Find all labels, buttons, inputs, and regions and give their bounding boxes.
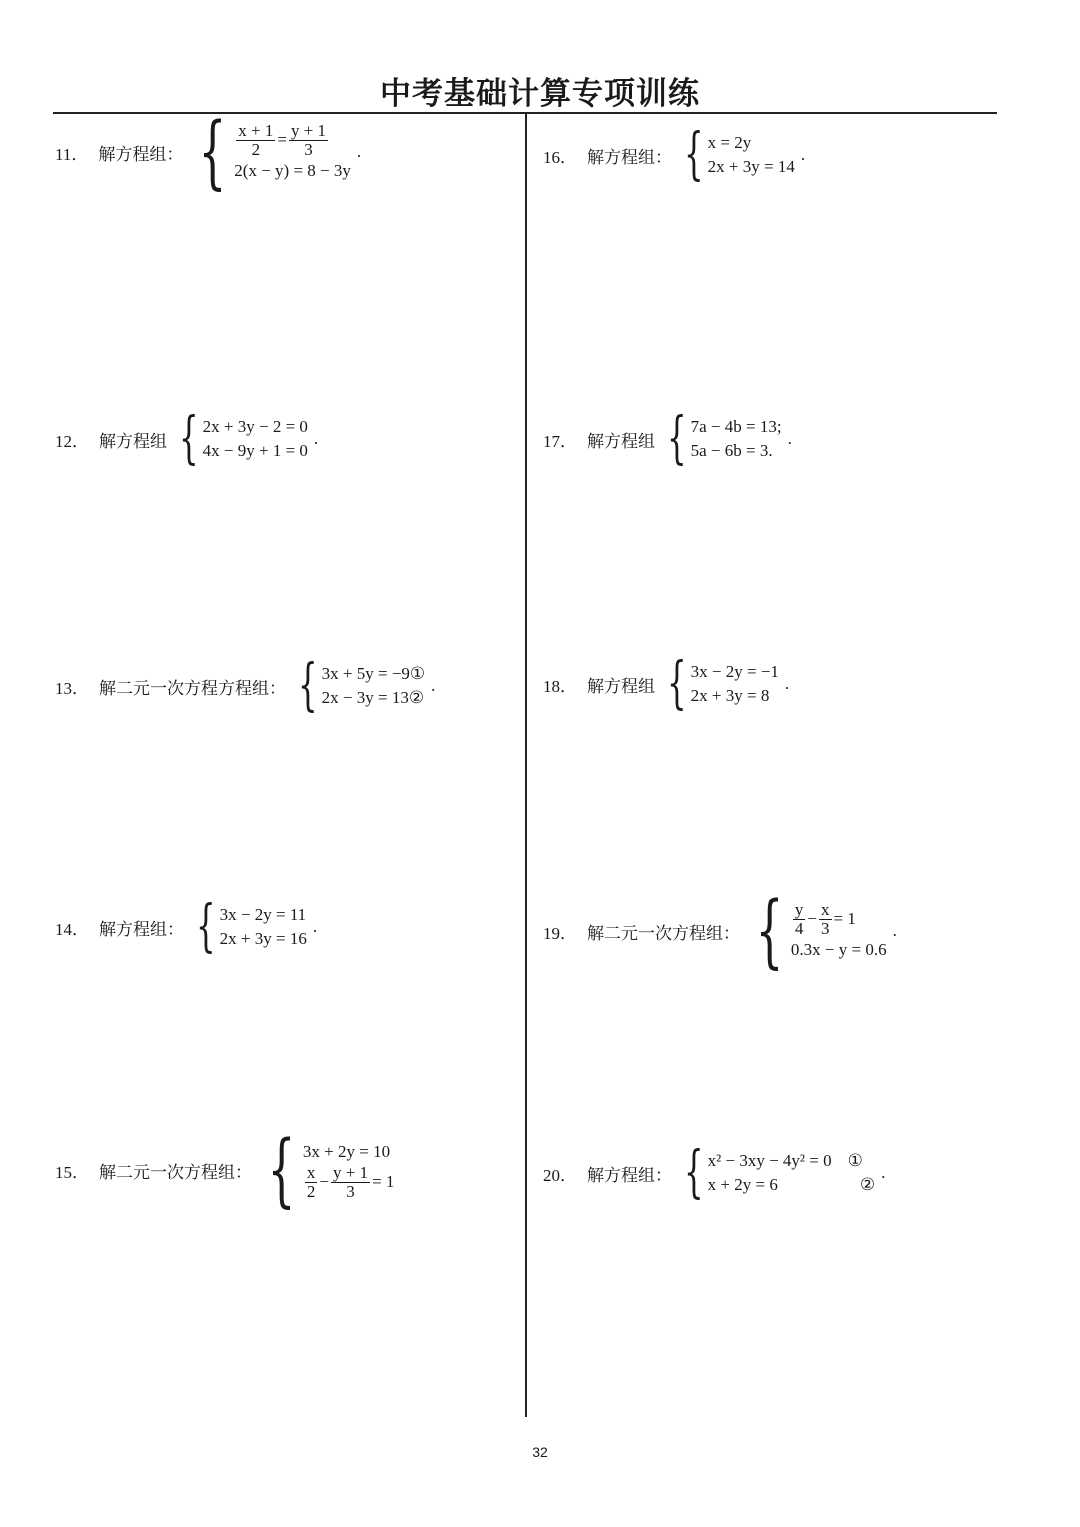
problem-label: 解二元一次方程组： <box>99 1162 252 1183</box>
brace-icon: { <box>667 651 687 716</box>
equation-2: 4x − 9y + 1 = 0 <box>202 441 308 460</box>
equation-1: x² − 3xy − 4y² = 0 ① <box>708 1149 875 1173</box>
problem-number: 14． <box>55 919 89 939</box>
page-number: 32 <box>532 1444 548 1460</box>
equation-system <box>290 653 426 718</box>
period: . <box>787 429 792 448</box>
equation-2: 5a − 6b = 3. <box>690 441 773 460</box>
equation-1: 2x + 3y − 2 = 0 <box>202 417 308 436</box>
problem-label: 解方程组： <box>99 919 184 940</box>
equation-2: 2(x − y) = 8 − 3y <box>234 160 351 180</box>
brace-icon: { <box>755 884 784 977</box>
page-title: 中考基础计算专项训练 <box>380 76 700 112</box>
problem-number: 17． <box>543 431 577 451</box>
equation-2: 2x − 3y = 13② <box>321 688 425 707</box>
problem-13 <box>55 653 436 718</box>
period: . <box>313 429 319 448</box>
problem-number: 11． <box>55 144 89 164</box>
circled-two-marker: ② <box>859 1175 876 1194</box>
problem-20 <box>543 1140 886 1205</box>
equation-system <box>744 884 887 977</box>
column-divider <box>525 114 527 1417</box>
equation-system <box>676 1140 876 1205</box>
problem-number: 18． <box>543 676 577 696</box>
equation-1: 3x + 5y = −9① <box>321 664 426 683</box>
equation-system <box>171 406 308 471</box>
equation-1: 3x + 2y = 10 <box>302 1141 391 1161</box>
problem-label: 解二元一次方程组： <box>587 923 740 944</box>
equation-1: 7a − 4b = 13; <box>690 417 782 436</box>
problem-number: 20． <box>543 1165 577 1185</box>
equation-system <box>188 894 307 959</box>
problem-16 <box>543 122 806 187</box>
equation-2: $\frac{x}{2}$ − $\frac{y + 1}{3}$ = 1 <box>306 1162 395 1201</box>
equation-2: x + 2y = 6 ② <box>708 1173 875 1197</box>
problem-label: 解方程组 <box>99 431 167 452</box>
problem-11 <box>55 105 362 198</box>
equation-2: 0.3x − y = 0.6 <box>790 939 887 959</box>
problem-label: 解二元一次方程方程组： <box>99 678 286 699</box>
problem-label: 解方程组 <box>587 431 655 452</box>
period: . <box>892 921 897 940</box>
problem-15 <box>55 1123 395 1216</box>
brace-icon: { <box>298 653 318 718</box>
equation-1: $\frac{y}{4}$ − $\frac{x}{3}$ = 1 <box>794 899 856 938</box>
equation-2: 2x + 3y = 16 <box>219 929 307 948</box>
brace-icon: { <box>667 406 687 471</box>
problem-label: 解方程组： <box>587 147 672 168</box>
period: . <box>356 142 362 161</box>
equation-system <box>659 651 779 716</box>
equation-1: $\frac{x + 1}{2}$ = $\frac{y + 1}{3}$ <box>238 120 327 159</box>
problem-label: 解方程组 <box>587 676 655 697</box>
problem-label: 解方程组： <box>587 1165 672 1186</box>
problem-12 <box>55 406 319 471</box>
period: . <box>431 676 436 695</box>
period: . <box>800 145 806 164</box>
equation-1: 3x − 2y = −1 <box>690 662 779 681</box>
circled-one-marker: ① <box>847 1151 863 1170</box>
brace-icon: { <box>179 406 199 471</box>
problem-label: 解方程组： <box>98 144 184 165</box>
problem-17 <box>543 406 792 471</box>
problem-number: 16． <box>543 147 577 167</box>
equation-2: 2x + 3y = 8 <box>690 686 770 705</box>
period: . <box>784 674 790 693</box>
period: . <box>312 917 318 936</box>
equation-system <box>676 122 795 187</box>
equation-1: x = 2y <box>707 133 752 152</box>
equation-system <box>256 1123 395 1216</box>
problem-number: 19． <box>543 923 577 943</box>
equation-2: 2x + 3y = 14 <box>707 157 795 176</box>
brace-icon: { <box>196 894 216 959</box>
problem-number: 12． <box>55 431 89 451</box>
equation-system <box>187 105 351 198</box>
problem-19 <box>543 884 897 977</box>
problem-18 <box>543 651 790 716</box>
period: . <box>881 1163 886 1182</box>
problem-number: 13． <box>55 678 89 698</box>
equation-1: 3x − 2y = 11 <box>219 905 307 924</box>
problem-14 <box>55 894 318 959</box>
brace-icon: { <box>267 1123 296 1216</box>
brace-icon: { <box>684 1140 704 1205</box>
brace-icon: { <box>684 122 704 187</box>
equation-system <box>659 406 782 471</box>
problem-number: 15． <box>55 1162 89 1182</box>
brace-icon: { <box>198 105 227 198</box>
